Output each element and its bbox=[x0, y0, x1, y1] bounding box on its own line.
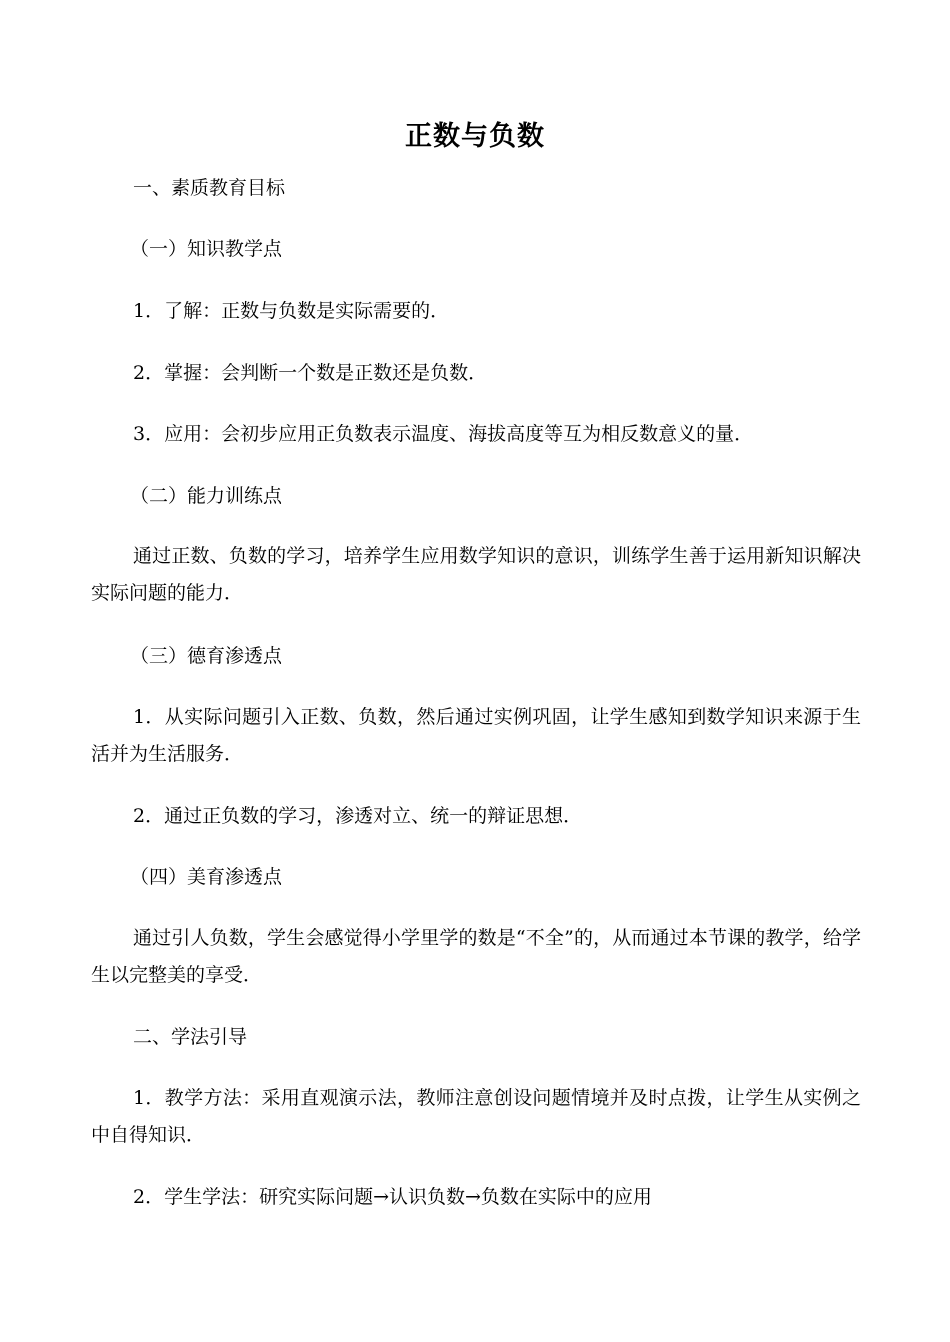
subheading-ability: （二）能力训练点 bbox=[130, 485, 283, 507]
knowledge-item-2: 2．掌握：会判断一个数是正数还是负数． bbox=[133, 362, 488, 384]
knowledge-item-3: 3．应用：会初步应用正负数表示温度、海拔高度等互为相反数意义的量． bbox=[133, 423, 754, 445]
aesthetic-paragraph: 通过引人负数，学生会感觉得小学里学的数是“不全”的，从而通过本节课的教学，给学生以完整美的享受． bbox=[91, 927, 861, 986]
subheading-knowledge: （一）知识教学点 bbox=[130, 238, 283, 260]
ability-paragraph: 通过正数、负数的学习，培养学生应用数学知识的意识，训练学生善于运用新知识解决实际问题的能力． bbox=[91, 545, 861, 604]
subheading-aesthetic: （四）美育渗透点 bbox=[130, 866, 283, 888]
knowledge-item-1: 1．了解：正数与负数是实际需要的． bbox=[133, 300, 450, 322]
doc-title: 正数与负数 bbox=[405, 121, 545, 152]
moral-item-2: 2．通过正负数的学习，渗透对立、统一的辩证思想． bbox=[133, 805, 583, 827]
method-item-2: 2．学生学法：研究实际问题→认识负数→负数在实际中的应用 bbox=[133, 1186, 652, 1208]
subheading-moral: （三）德育渗透点 bbox=[130, 645, 283, 667]
method-item-1: 1．教学方法：采用直观演示法，教师注意创设问题情境并及时点拨，让学生从实例之中自得知识． bbox=[91, 1087, 861, 1146]
section-heading-goals: 一、素质教育目标 bbox=[133, 177, 286, 199]
moral-item-1: 1．从实际问题引入正数、负数，然后通过实例巩固，让学生感知到数学知识来源于生活并为生活服务． bbox=[91, 706, 861, 765]
section-heading-method: 二、学法引导 bbox=[133, 1026, 248, 1048]
